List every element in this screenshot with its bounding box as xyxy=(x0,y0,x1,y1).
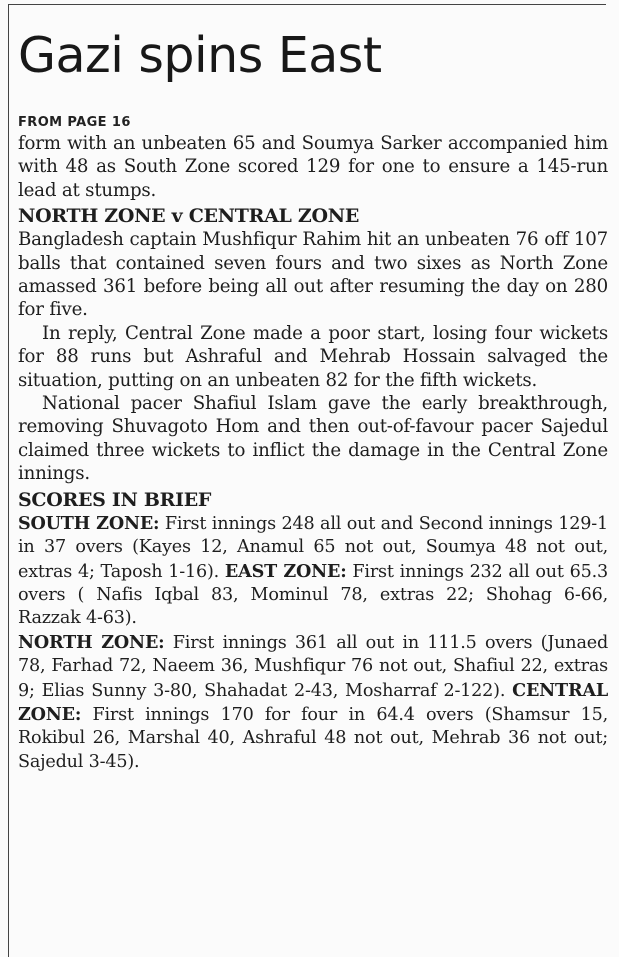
central-zone-label: CENTRAL ZONE: xyxy=(18,679,608,725)
north-zone-label: NORTH ZONE: xyxy=(18,631,165,653)
paragraph-central-reply: In reply, Central Zone made a poor start, losing four wickets for 88 runs but Ashraful and Mehrab Hossain salvaged the situation, putting on an unbeaten 82 for the fifth wickets. xyxy=(18,322,608,391)
continued-from-label: FROM PAGE 16 xyxy=(18,115,131,130)
scores-south-east xyxy=(18,512,608,631)
left-border-rule xyxy=(8,4,9,957)
top-border-rule xyxy=(8,4,606,5)
subhead-scores-in-brief: SCORES IN BRIEF xyxy=(18,488,212,511)
central-zone-score: First innings 170 for four in 64.4 overs (Shamsur 15, Rokibul 26, Marshal 40, Ashraful 48 not out, Mehrab 36 not out; Sajedul 3-45). xyxy=(18,704,608,772)
north-zone-score: First innings 361 all out in 111.5 overs (Junaed 78, Farhad 72, Naeem 36, Mushfiqur 76 not out, Shafiul 22, extras 9; Elias Sunny 3-80, Shahadat 2-43, Mosharraf 2-122). xyxy=(18,632,609,701)
subhead-north-v-central: NORTH ZONE v CENTRAL ZONE xyxy=(18,205,360,228)
paragraph-shafiul: National pacer Shafiul Islam gave the early breakthrough, removing Shuvagoto Hom and then out-of-favour pacer Sajedul claimed three wickets to inflict the damage in the Central Zone innings. xyxy=(18,393,608,485)
south-zone-label: SOUTH ZONE: xyxy=(18,512,160,534)
scores-section xyxy=(18,512,608,774)
headline: Gazi spins East xyxy=(18,27,382,84)
article xyxy=(18,26,608,774)
east-zone-label: EAST ZONE: xyxy=(224,560,347,582)
south-zone-score: First innings 248 all out and Second innings 129-1 in 37 overs (Kayes 12, Anamul 65 not out, Soumya 48 not out, extras 4; Taposh 1-16). xyxy=(18,513,608,582)
paragraph-south-zone: form with an unbeaten 65 and Soumya Sarker accompanied him with 48 as South Zone scored 129 for one to ensure a 145-run lead at stumps. xyxy=(18,133,608,201)
scores-north-central xyxy=(18,631,608,774)
paragraph-mushfiqur: Bangladesh captain Mushfiqur Rahim hit an unbeaten 76 off 107 balls that contained seven fours and two sixes as North Zone amassed 361 before being all out after resuming the day on 280 for five. xyxy=(18,229,608,321)
east-zone-score: First innings 232 all out 65.3 overs ( Nafis Iqbal 83, Mominul 78, extras 22; Shohag 6-66, Razzak 4-63). xyxy=(18,561,609,629)
